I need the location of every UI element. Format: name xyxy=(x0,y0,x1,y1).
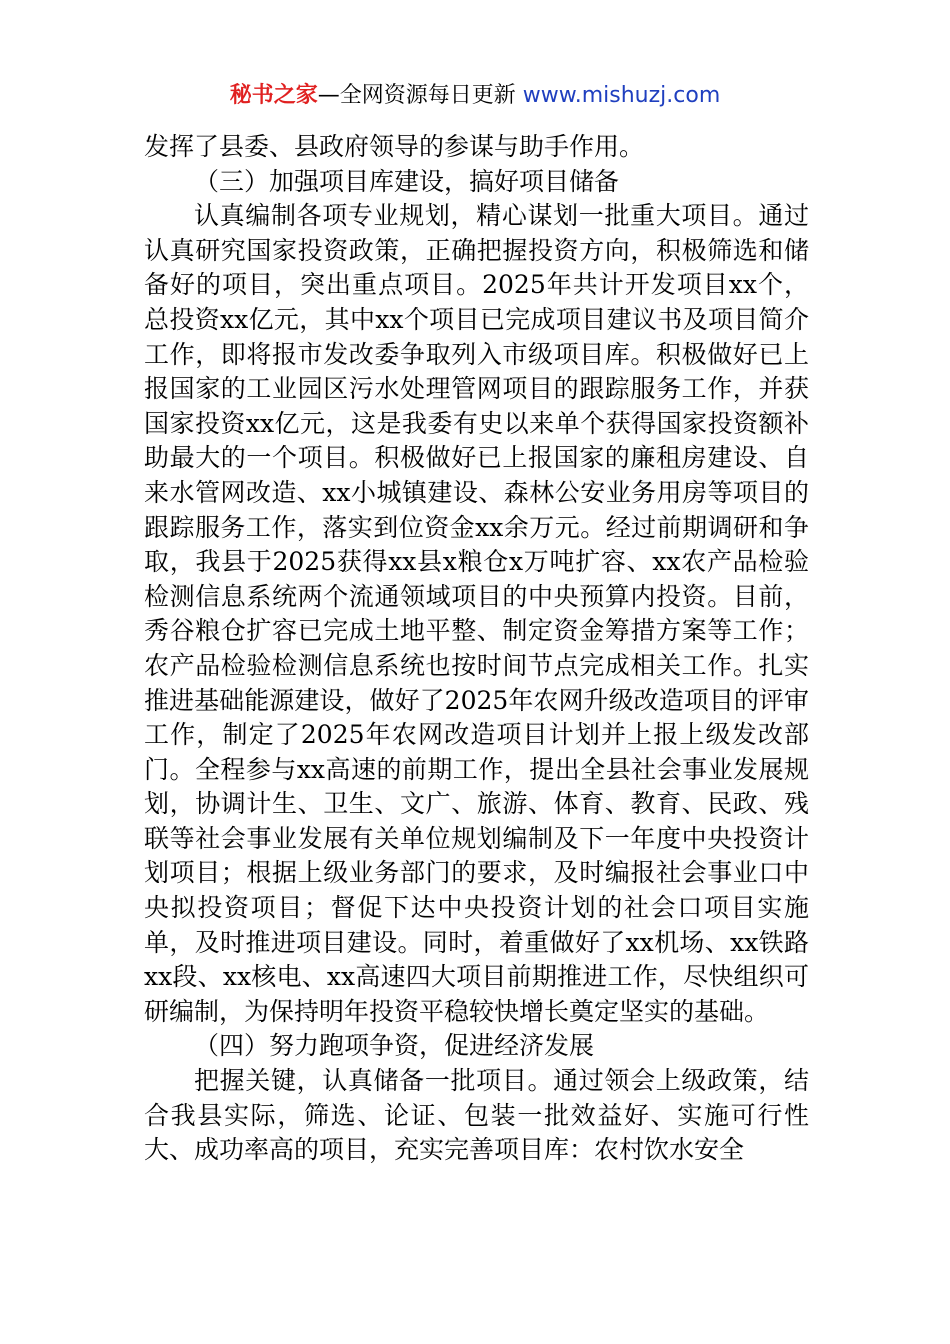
document-body xyxy=(144,130,809,1168)
section-heading-4: （四）努力跑项争资，促进经济发展 xyxy=(194,1031,595,1061)
paragraph-project-funding: 把握关键，认真储备一批项目。通过领会上级政策，结合我县实际，筛选、论证、包装一批效益好、实施可行性大、成功率高的项目，充实完善项目库：农村饮水安全 xyxy=(144,1066,809,1165)
site-url-link[interactable]: www.mishuzj.com xyxy=(522,83,721,108)
site-brand: 秘书之家 xyxy=(229,83,318,108)
section-heading-3: （三）加强项目库建设，搞好项目储备 xyxy=(194,166,620,196)
paragraph-project-reserve: 认真编制各项专业规划，精心谋划一批重大项目。通过认真研究国家投资政策，正确把握投资方向，积极筛选和储备好的项目，突出重点项目。2025年共计开发项目xx个，总投资xx亿元，其中xx个项目已完成项目建议书及项目简介工作，即将报市发改委争取列入市级项目库。积极做好已上报国家的工业园区污水处理管网项目的跟踪服务工作，并获国家投资xx亿元，这是我委有史以来单个获得国家投资额补助最大的一个项目。积极做好已上报国家的廉租房建设、自来水管网改造、xx小城镇建设、森林公安业务用房等项目的跟踪服务工作，落实到位资金xx余万元。经过前期调研和争取，我县于2025获得xx县x粮仓x万吨扩容、xx农产品检验检测信息系统两个流通领域项目的中央预算内投资。目前，秀谷粮仓扩容已完成土地平整、制定资金筹措方案等工作；农产品检验检测信息系统也按时间节点完成相关工作。扎实推进基础能源建设，做好了2025年农网升级改造项目的评审工作，制定了2025年农网改造项目计划并上报上级发改部门。全程参与xx高速的前期工作，提出全县社会事业发展规划，协调计生、卫生、文广、旅游、体育、教育、民政、残联等社会事业发展有关单位规划编制及下一年度中央投资计划项目；根据上级业务部门的要求，及时编报社会事业口中央拟投资项目；督促下达中央投资计划的社会口项目实施单，及时推进项目建设。同时，着重做好了xx机场、xx铁路xx段、xx核电、xx高速四大项目前期推进工作，尽快组织可研编制，为保持明年投资平稳较快增长奠定坚实的基础。 xyxy=(144,201,809,1026)
paragraph-continuation: 发挥了县委、县政府领导的参谋与助手作用。 xyxy=(144,132,645,161)
site-header xyxy=(0,80,950,112)
site-tagline: —全网资源每日更新 xyxy=(317,83,523,108)
